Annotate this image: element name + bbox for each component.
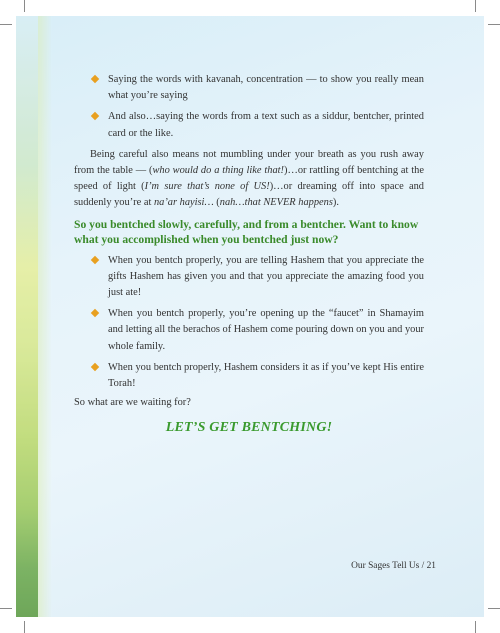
list-item: And also…saying the words from a text such as a siddur, bentcher, printed card or the like. (74, 109, 424, 141)
list-item: When you bentch properly, you’re opening up the “faucet” in Shamayim and letting all the berachos of Hashem come pouring down on you and your whole family. (74, 306, 424, 355)
crop-mark (488, 24, 500, 25)
diamond-bullet-icon (91, 112, 99, 120)
list-item: Saying the words with kavanah, concentration — to show you really mean what you’re saying (74, 72, 424, 104)
list-item: When you bentch properly, you are telling Hashem that you appreciate the gifts Hashem has given you and that you appreciate the amazing food you just ate! (74, 253, 424, 302)
crop-mark (0, 24, 12, 25)
crop-mark (488, 608, 500, 609)
diamond-bullet-icon (91, 363, 99, 371)
crop-mark (475, 0, 476, 12)
crop-mark (0, 608, 12, 609)
decorative-strip (16, 16, 38, 617)
section-heading: So you bentched slowly, carefully, and from a bentcher. Want to know what you accomplished when you bentched just now? (74, 217, 419, 247)
page-footer: Our Sages Tell Us / 21 (351, 561, 436, 571)
crop-mark (24, 621, 25, 633)
diamond-bullet-icon (91, 255, 99, 263)
closing-line: So what are we waiting for? (74, 397, 191, 409)
list-item: When you bentch properly, Hashem considers it as if you’ve kept His entire Torah! (74, 360, 424, 392)
diamond-bullet-icon (91, 75, 99, 83)
body-paragraph: Being careful also means not mumbling under your breath as you rush away from the table — (who would do a thing like that!)…or rattling off bentching at the speed of light (I’m sure that’s none of US!)…or dreaming off into space and suddenly you’re at na’ar hayisi… (nah…that NEVER happens). (74, 148, 424, 209)
crop-mark (24, 0, 25, 12)
diamond-bullet-icon (91, 309, 99, 317)
crop-mark (475, 621, 476, 633)
page-content (74, 72, 424, 437)
call-to-action: LET’S GET BENTCHING! (165, 420, 333, 436)
